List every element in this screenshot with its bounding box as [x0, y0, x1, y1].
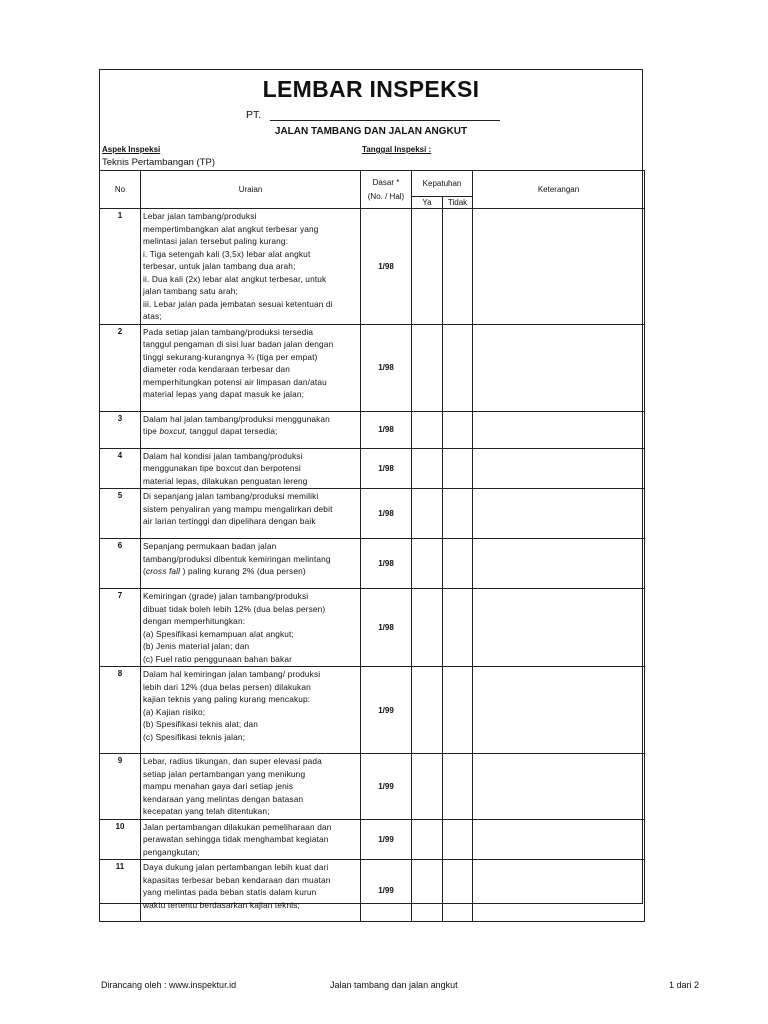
- table-row: [100, 411, 645, 448]
- description-line: atas;: [143, 311, 162, 321]
- header-dasar-line2: (No. / Hal): [367, 191, 405, 201]
- row-legal-basis: 1/99: [361, 667, 412, 754]
- header-tidak: Tidak: [443, 197, 473, 209]
- compliance-yes-cell[interactable]: [412, 448, 443, 489]
- compliance-yes-cell[interactable]: [412, 489, 443, 539]
- remarks-cell[interactable]: [473, 860, 645, 922]
- header-dasar-line1: Dasar *: [372, 177, 400, 187]
- compliance-no-cell[interactable]: [443, 819, 473, 860]
- row-description: [141, 754, 361, 820]
- aspect-label: Aspek Inspeksi: [102, 145, 161, 154]
- aspect-value: Teknis Pertambangan (TP): [102, 157, 215, 168]
- table-row: [100, 539, 645, 589]
- description-line: kapasitas terbesar beban kendaraan dan muatan: [143, 874, 331, 885]
- description-line: (a) Kajian risiko;: [143, 706, 206, 717]
- description-line: kajian teknis yang paling kurang mencakup:: [143, 694, 311, 704]
- inspection-sheet: [99, 69, 643, 910]
- remarks-cell[interactable]: [473, 448, 645, 489]
- row-description: [141, 448, 361, 489]
- description-line: perawatan sehingga tidak menghambat kegiatan: [143, 834, 329, 844]
- table-row: [100, 448, 645, 489]
- compliance-yes-cell[interactable]: [412, 411, 443, 448]
- row-description: [141, 589, 361, 667]
- row-legal-basis: 1/99: [361, 860, 412, 922]
- compliance-yes-cell[interactable]: [412, 667, 443, 754]
- table-row: [100, 209, 645, 325]
- row-description: [141, 860, 361, 922]
- compliance-no-cell[interactable]: [443, 860, 473, 922]
- row-number: 7: [100, 589, 141, 667]
- remarks-cell[interactable]: [473, 819, 645, 860]
- description-line: mampu menahan gaya dari setiap jenis: [143, 781, 294, 791]
- row-number: 5: [100, 489, 141, 539]
- compliance-no-cell[interactable]: [443, 754, 473, 820]
- remarks-cell[interactable]: [473, 411, 645, 448]
- description-line: iii. Lebar jalan pada jembatan sesuai ketentuan di: [143, 298, 333, 309]
- description-line: dibuat tidak boleh lebih 12% (dua belas persen): [143, 603, 326, 614]
- remarks-cell[interactable]: [473, 539, 645, 589]
- description-line: Dalam hal kondisi jalan tambang/produksi: [143, 450, 303, 461]
- compliance-no-cell[interactable]: [443, 209, 473, 325]
- compliance-no-cell[interactable]: [443, 448, 473, 489]
- table-row: [100, 819, 645, 860]
- table-row: [100, 489, 645, 539]
- header-dasar: [361, 171, 412, 209]
- table-row: [100, 667, 645, 754]
- compliance-yes-cell[interactable]: [412, 754, 443, 820]
- remarks-cell[interactable]: [473, 324, 645, 411]
- description-line: (a) Spesifikasi kemampuan alat angkut;: [143, 628, 294, 639]
- description-line: air larian tertinggi dan dipelihara dengan baik: [143, 516, 316, 526]
- inspection-date-label: Tanggal Inspeksi :: [362, 145, 432, 154]
- remarks-cell[interactable]: [473, 489, 645, 539]
- row-number: 8: [100, 667, 141, 754]
- description-line: i. Tiga setengah kali (3,5x) lebar alat angkut: [143, 248, 311, 259]
- description-line: Daya dukung jalan pertambangan lebih kuat dari: [143, 862, 329, 872]
- row-legal-basis: 1/98: [361, 589, 412, 667]
- compliance-yes-cell[interactable]: [412, 209, 443, 325]
- footer-designer: Dirancang oleh : www.inspektur.id: [101, 980, 237, 990]
- table-row: [100, 860, 645, 922]
- description-line: Dalam hal kemiringan jalan tambang/ produksi: [143, 669, 321, 679]
- description-line: memperhitungkan potensi air limpasan dan/atau: [143, 376, 327, 387]
- description-line: diameter roda kendaraan terbesar dan: [143, 364, 290, 374]
- row-legal-basis: 1/98: [361, 324, 412, 411]
- remarks-cell[interactable]: [473, 754, 645, 820]
- description-line: material lepas yang dapat masuk ke jalan;: [143, 389, 305, 399]
- description-line: (b) Jenis material jalan; dan: [143, 641, 250, 651]
- compliance-yes-cell[interactable]: [412, 589, 443, 667]
- description-line: waktu tertentu berdasarkan kajian teknis;: [143, 899, 300, 910]
- row-description: [141, 489, 361, 539]
- table-row: [100, 324, 645, 411]
- description-line: tambang/produksi dibentuk kemiringan melintang: [143, 553, 331, 564]
- row-number: 11: [100, 860, 141, 922]
- row-number: 4: [100, 448, 141, 489]
- compliance-yes-cell[interactable]: [412, 819, 443, 860]
- description-line: Di sepanjang jalan tambang/produksi memiliki: [143, 491, 319, 501]
- row-legal-basis: 1/98: [361, 489, 412, 539]
- description-line: lebih dari 12% (dua belas persen) dilakukan: [143, 681, 311, 692]
- description-line: terbesar, untuk jalan tambang dua arah;: [143, 261, 296, 271]
- row-description: [141, 539, 361, 589]
- footer-document-name: Jalan tambang dan jalan angkut: [330, 980, 458, 990]
- remarks-cell[interactable]: [473, 209, 645, 325]
- row-legal-basis: 1/98: [361, 539, 412, 589]
- description-line: setiap jalan pertambangan yang menikung: [143, 768, 306, 779]
- description-line: dengan memperhitungkan:: [143, 616, 246, 626]
- row-description: [141, 209, 361, 325]
- compliance-yes-cell[interactable]: [412, 539, 443, 589]
- row-legal-basis: 1/98: [361, 411, 412, 448]
- row-description: [141, 819, 361, 860]
- description-line: (c) Spesifikasi teknis jalan;: [143, 731, 246, 742]
- description-line: Lebar jalan tambang/produksi: [143, 211, 257, 221]
- row-legal-basis: 1/98: [361, 448, 412, 489]
- row-number: 3: [100, 411, 141, 448]
- description-line: pengangkutan;: [143, 846, 200, 857]
- row-number: 2: [100, 324, 141, 411]
- description-line: material lepas, dilakukan penguatan lereng: [143, 475, 308, 486]
- description-line: kecepatan yang telah ditentukan;: [143, 806, 270, 816]
- description-line: (b) Spesifikasi teknis alat; dan: [143, 719, 259, 729]
- row-legal-basis: 1/99: [361, 819, 412, 860]
- row-number: 10: [100, 819, 141, 860]
- description-line: tanggul pengaman di sisi luar badan jalan dengan: [143, 339, 334, 349]
- header-keterangan: Keterangan: [473, 171, 645, 209]
- description-line: Dalam hal jalan tambang/produksi menggunakan: [143, 413, 330, 424]
- row-number: 9: [100, 754, 141, 820]
- company-name-line[interactable]: [270, 120, 500, 121]
- row-description: [141, 324, 361, 411]
- compliance-no-cell[interactable]: [443, 411, 473, 448]
- row-number: 1: [100, 209, 141, 325]
- description-line: tipe boxcut, tanggul dapat tersedia;: [143, 426, 278, 436]
- header-uraian: Uraian: [141, 171, 361, 209]
- row-number: 6: [100, 539, 141, 589]
- page-title: LEMBAR INSPEKSI: [262, 76, 480, 102]
- footer-page-number: 1 dari 2: [669, 980, 700, 990]
- remarks-cell[interactable]: [473, 589, 645, 667]
- description-line: ii. Dua kali (2x) lebar alat angkut terbesar, untuk: [143, 273, 327, 284]
- page-subtitle: JALAN TAMBANG DAN JALAN ANGKUT: [274, 126, 468, 137]
- compliance-yes-cell[interactable]: [412, 324, 443, 411]
- compliance-no-cell[interactable]: [443, 667, 473, 754]
- compliance-no-cell[interactable]: [443, 539, 473, 589]
- description-line: (c) Fuel ratio penggunaan bahan bakar: [143, 653, 292, 664]
- remarks-cell[interactable]: [473, 667, 645, 754]
- description-line: Jalan pertambangan dilakukan pemeliharaan dan: [143, 821, 332, 832]
- header-ya: Ya: [412, 197, 443, 209]
- inspection-table: [99, 170, 645, 922]
- table-row: [100, 754, 645, 820]
- description-line: menggunakan tipe boxcut dan berpotensi: [143, 463, 301, 473]
- header-no: No: [100, 171, 141, 209]
- description-line: kendaraan yang melintas dengan batasan: [143, 793, 304, 804]
- compliance-yes-cell[interactable]: [412, 860, 443, 922]
- description-line: yang melintas pada beban statis dalam kurun: [143, 887, 317, 897]
- description-line: (cross fall ) paling kurang 2% (dua persen): [143, 566, 306, 576]
- row-legal-basis: 1/99: [361, 754, 412, 820]
- description-line: Lebar, radius tikungan, dan super elevasi pada: [143, 756, 322, 766]
- description-line: melintasi jalan tersebut paling kurang:: [143, 236, 289, 246]
- row-legal-basis: 1/98: [361, 209, 412, 325]
- description-line: Kemiringan (grade) jalan tambang/produksi: [143, 591, 309, 601]
- row-description: [141, 667, 361, 754]
- company-label: PT.: [246, 109, 262, 121]
- table-row: [100, 589, 645, 667]
- compliance-no-cell[interactable]: [443, 489, 473, 539]
- description-line: sistem penyaliran yang mampu mengalirkan debit: [143, 503, 333, 514]
- description-line: Pada setiap jalan tambang/produksi tersedia: [143, 326, 314, 337]
- compliance-no-cell[interactable]: [443, 589, 473, 667]
- header-kepatuhan: Kepatuhan: [412, 171, 473, 197]
- description-line: tinggi sekurang-kurangnya ¾ (tiga per empat): [143, 351, 318, 362]
- row-description: [141, 411, 361, 448]
- description-line: mempertimbangkan alat angkut terbesar yang: [143, 223, 319, 234]
- compliance-no-cell[interactable]: [443, 324, 473, 411]
- description-line: Sepanjang permukaan badan jalan: [143, 541, 277, 551]
- description-line: jalan tambang satu arah;: [143, 286, 238, 296]
